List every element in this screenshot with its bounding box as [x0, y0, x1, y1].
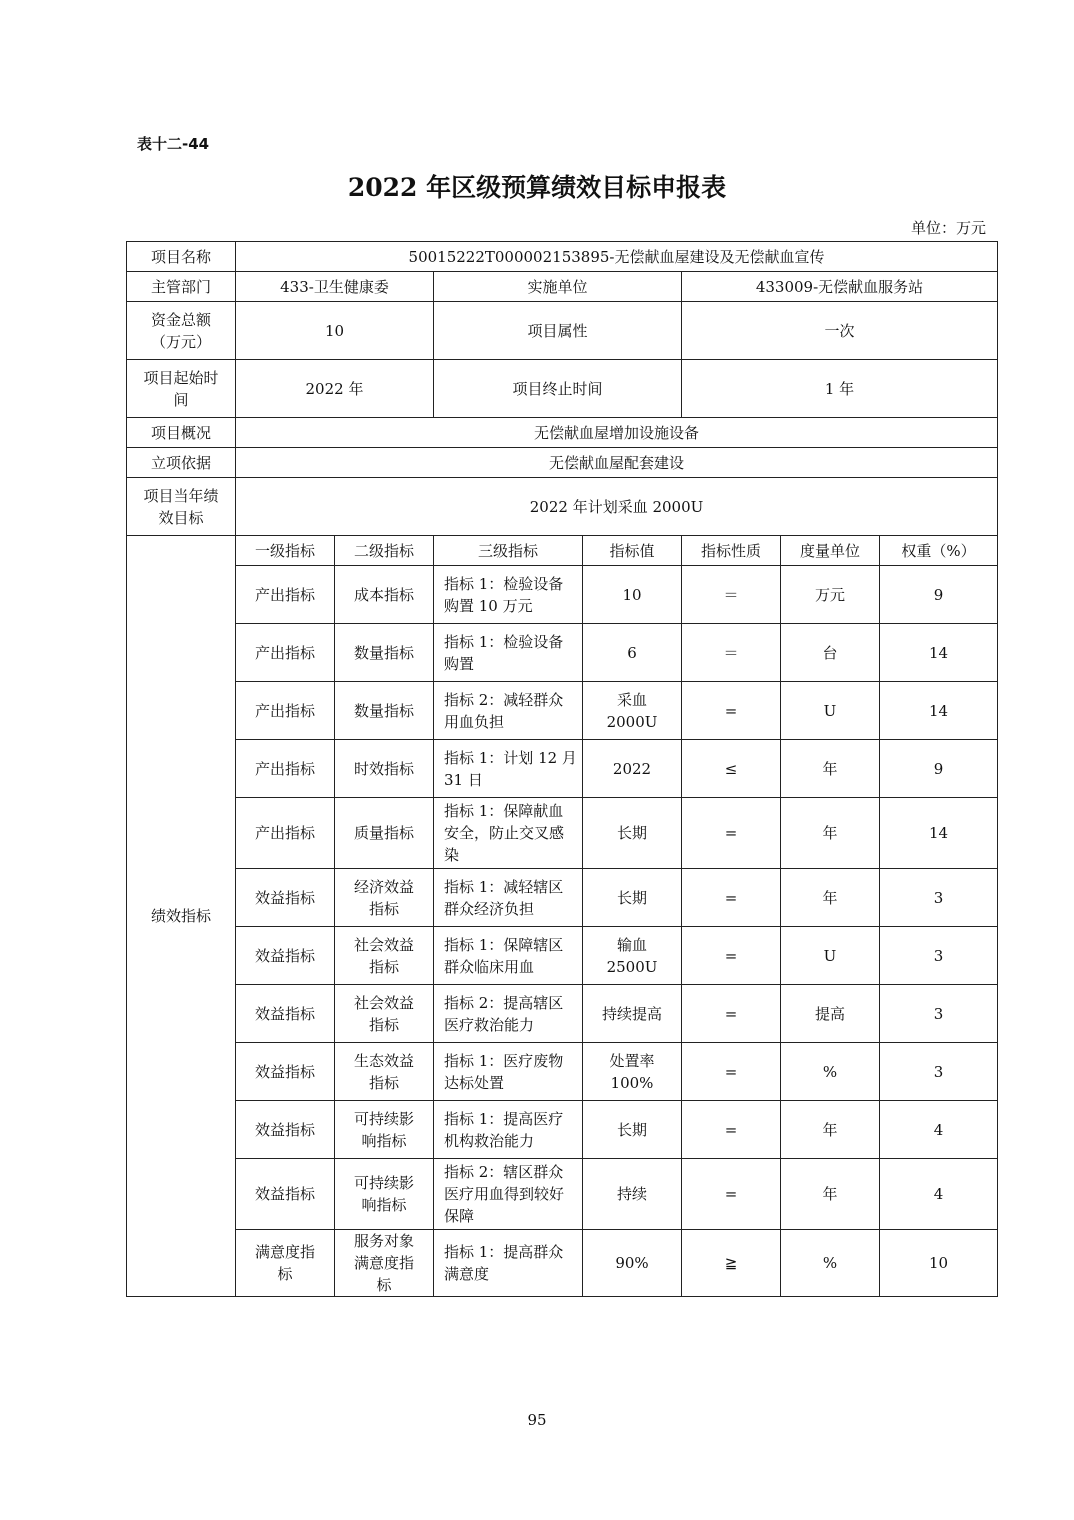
weight-cell: 4: [880, 1159, 998, 1230]
table-row: [127, 1159, 998, 1230]
level2-cell: 经济效益指标: [335, 869, 434, 927]
level3-cell: 指标 1：保障献血安全，防止交叉感染: [434, 798, 583, 869]
label-start: 项目起始时间: [127, 360, 236, 418]
unit-cell: 年: [781, 869, 880, 927]
weight-cell: 3: [880, 869, 998, 927]
value-impl-unit: 433009-无偿献血服务站: [682, 272, 998, 302]
weight-cell: 14: [880, 798, 998, 869]
unit-cell: 提高: [781, 985, 880, 1043]
level2-cell: 成本指标: [335, 566, 434, 624]
row-dept: [127, 272, 998, 302]
level3-cell: 指标 1：保障辖区群众临床用血: [434, 927, 583, 985]
weight-cell: 14: [880, 682, 998, 740]
level3-cell: 指标 2：辖区群众医疗用血得到较好保障: [434, 1159, 583, 1230]
table-row: [127, 624, 998, 682]
unit-cell: 年: [781, 798, 880, 869]
table-row: [127, 985, 998, 1043]
level1-cell: 产出指标: [236, 740, 335, 798]
level2-cell: 社会效益指标: [335, 985, 434, 1043]
level1-cell: 效益指标: [236, 1043, 335, 1101]
value-cell: 持续提高: [583, 985, 682, 1043]
level3-cell: 指标 1：检验设备购置 10 万元: [434, 566, 583, 624]
level3-cell: 指标 1：检验设备购置: [434, 624, 583, 682]
weight-cell: 3: [880, 985, 998, 1043]
value-cell: 90%: [583, 1230, 682, 1297]
header-cell: 三级指标: [434, 536, 583, 566]
unit-note: 单位：万元: [910, 219, 986, 237]
level1-cell: 效益指标: [236, 1159, 335, 1230]
value-end: 1 年: [682, 360, 998, 418]
level2-cell: 数量指标: [335, 624, 434, 682]
level1-cell: 效益指标: [236, 1101, 335, 1159]
nature-cell: =: [682, 798, 781, 869]
level2-cell: 生态效益指标: [335, 1043, 434, 1101]
table-row: [127, 798, 998, 869]
value-cell: 6: [583, 624, 682, 682]
value-cell: 输血 2500U: [583, 927, 682, 985]
value-project-name: 50015222T000002153895-无偿献血屋建设及无偿献血宣传: [236, 242, 998, 272]
weight-cell: 14: [880, 624, 998, 682]
level1-cell: 效益指标: [236, 927, 335, 985]
budget-performance-table: [126, 241, 998, 1297]
unit-cell: U: [781, 682, 880, 740]
weight-cell: 3: [880, 1043, 998, 1101]
value-cell: 10: [583, 566, 682, 624]
level1-cell: 满意度指标: [236, 1230, 335, 1297]
label-overview: 项目概况: [127, 418, 236, 448]
nature-cell: =: [682, 985, 781, 1043]
value-funds: 10: [236, 302, 434, 360]
value-cell: 处置率 100%: [583, 1043, 682, 1101]
page-number: 95: [527, 1411, 547, 1429]
level3-cell: 指标 1：提高医疗机构救治能力: [434, 1101, 583, 1159]
row-basis: [127, 448, 998, 478]
value-start: 2022 年: [236, 360, 434, 418]
label-funds: 资金总额（万元）: [127, 302, 236, 360]
level3-cell: 指标 1：医疗废物达标处置: [434, 1043, 583, 1101]
weight-cell: 4: [880, 1101, 998, 1159]
level3-cell: 指标 2：减轻群众用血负担: [434, 682, 583, 740]
value-cell: 长期: [583, 1101, 682, 1159]
nature-cell: =: [682, 682, 781, 740]
row-funds: [127, 302, 998, 360]
label-end: 项目终止时间: [434, 360, 682, 418]
unit-cell: U: [781, 927, 880, 985]
table-row: [127, 1043, 998, 1101]
level1-cell: 效益指标: [236, 985, 335, 1043]
value-basis: 无偿献血屋配套建设: [236, 448, 998, 478]
row-overview: [127, 418, 998, 448]
nature-cell: ≤: [682, 740, 781, 798]
table-row: [127, 740, 998, 798]
header-cell: 指标值: [583, 536, 682, 566]
unit-cell: %: [781, 1230, 880, 1297]
value-attr: 一次: [682, 302, 998, 360]
nature-cell: =: [682, 1159, 781, 1230]
header-cell: 权重（%）: [880, 536, 998, 566]
page-title: 2022 年区级预算绩效目标申报表: [347, 173, 727, 202]
level2-cell: 社会效益指标: [335, 927, 434, 985]
nature-cell: ＝: [682, 566, 781, 624]
unit-cell: %: [781, 1043, 880, 1101]
level2-cell: 数量指标: [335, 682, 434, 740]
level2-cell: 质量指标: [335, 798, 434, 869]
level3-cell: 指标 1：减轻辖区群众经济负担: [434, 869, 583, 927]
nature-cell: ＝: [682, 624, 781, 682]
value-overview: 无偿献血屋增加设施设备: [236, 418, 998, 448]
weight-cell: 9: [880, 566, 998, 624]
unit-cell: 年: [781, 1159, 880, 1230]
value-dept: 433-卫生健康委: [236, 272, 434, 302]
level1-cell: 产出指标: [236, 682, 335, 740]
value-cell: 持续: [583, 1159, 682, 1230]
nature-cell: =: [682, 927, 781, 985]
label-attr: 项目属性: [434, 302, 682, 360]
unit-cell: 年: [781, 1101, 880, 1159]
label-basis: 立项依据: [127, 448, 236, 478]
nature-cell: =: [682, 869, 781, 927]
header-cell: 度量单位: [781, 536, 880, 566]
value-goal: 2022 年计划采血 2000U: [236, 478, 998, 536]
weight-cell: 3: [880, 927, 998, 985]
value-cell: 2022: [583, 740, 682, 798]
header-cell: 指标性质: [682, 536, 781, 566]
unit-cell: 年: [781, 740, 880, 798]
level1-cell: 产出指标: [236, 798, 335, 869]
level2-cell: 可持续影响指标: [335, 1159, 434, 1230]
nature-cell: =: [682, 1043, 781, 1101]
value-cell: 长期: [583, 869, 682, 927]
label-dept: 主管部门: [127, 272, 236, 302]
table-tag: 表十二-44: [137, 135, 210, 153]
level3-cell: 指标 2：提高辖区医疗救治能力: [434, 985, 583, 1043]
table-row: [127, 927, 998, 985]
label-impl-unit: 实施单位: [434, 272, 682, 302]
row-goal: [127, 478, 998, 536]
table-row: [127, 869, 998, 927]
level3-cell: 指标 1：提高群众满意度: [434, 1230, 583, 1297]
table-row: [127, 1230, 998, 1297]
unit-cell: 万元: [781, 566, 880, 624]
value-cell: 采血 2000U: [583, 682, 682, 740]
weight-cell: 9: [880, 740, 998, 798]
level3-cell: 指标 1：计划 12 月 31 日: [434, 740, 583, 798]
indicator-header-row: [127, 536, 998, 566]
value-cell: 长期: [583, 798, 682, 869]
table-row: [127, 566, 998, 624]
level1-cell: 产出指标: [236, 624, 335, 682]
row-time: [127, 360, 998, 418]
nature-cell: ≧: [682, 1230, 781, 1297]
nature-cell: =: [682, 1101, 781, 1159]
label-performance: 绩效指标: [127, 536, 236, 1297]
label-goal: 项目当年绩效目标: [127, 478, 236, 536]
unit-cell: 台: [781, 624, 880, 682]
table-row: [127, 1101, 998, 1159]
row-project-name: [127, 242, 998, 272]
header-cell: 一级指标: [236, 536, 335, 566]
label-project-name: 项目名称: [127, 242, 236, 272]
table-row: [127, 682, 998, 740]
level1-cell: 产出指标: [236, 566, 335, 624]
level2-cell: 可持续影响指标: [335, 1101, 434, 1159]
level1-cell: 效益指标: [236, 869, 335, 927]
level2-cell: 服务对象满意度指标: [335, 1230, 434, 1297]
level2-cell: 时效指标: [335, 740, 434, 798]
header-cell: 二级指标: [335, 536, 434, 566]
weight-cell: 10: [880, 1230, 998, 1297]
